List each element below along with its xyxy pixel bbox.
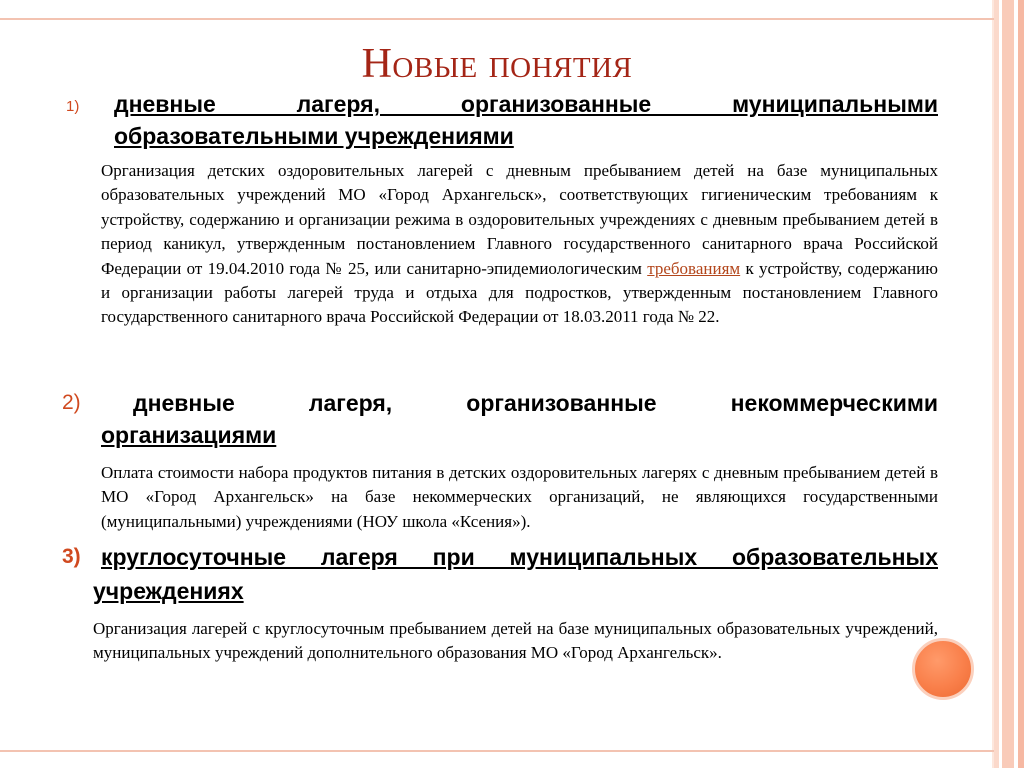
- item-1-heading-line1: дневные лагеря, организованные муниципальными: [114, 91, 938, 117]
- item-3-heading-line2: [93, 575, 938, 607]
- item-2-heading-line1: дневные лагеря, организованные некоммерческими: [133, 390, 938, 416]
- decor-stripe: [1002, 0, 1014, 768]
- item-2-heading-line2: [101, 419, 938, 451]
- item-1-description: [101, 159, 938, 330]
- decor-top-line: [0, 18, 994, 20]
- item-3-heading-line1-text: круглосуточные лагеря при муниципальных образовательных: [101, 544, 938, 570]
- decor-stripe: [1018, 0, 1024, 768]
- item-2-description: Оплата стоимости набора продуктов питания в детских оздоровительных лагерях с дневным пребыванием детей в МО «Город Архангельск» на базе некоммерческих организаций, не являющихся государственными (муниципальными) учреждениями (НОУ школа «Ксения»).: [101, 463, 938, 531]
- item-1-heading-line2: образовательными учреждениями: [114, 123, 514, 149]
- item-1-text-after-link: к устройству, содержанию и организации работы лагерей труда и отдыха для подростков, утвержденным постановлением Главного государственного санитарного врача Российской Федерации от 18.03.2011 года № 22.: [101, 258, 938, 327]
- item-3-description: Организация лагерей с круглосуточным пребыванием детей на базе муниципальных образовательных учреждений, муниципальных учреждений дополнительного образования МО «Город Архангельск».: [93, 619, 938, 663]
- item-2-number: 2): [62, 391, 81, 414]
- item-1-heading: [114, 88, 938, 152]
- item-1-text-before-link: Организация детских оздоровительных лагерей с дневным пребыванием детей на базе муниципальных образовательных учреждений МО «Город Архангельск», соответствующих гигиеническим требованиям к устройству, содержанию и организации режима в оздоровительных учреждениях с дневным пребыванием детей в период каникул, утвержденным постановлением Главного государственного санитарного врача Российской Федерации от 19.04.2010 года № 25, или санитарно-эпидемиологическим: [101, 161, 938, 278]
- decorative-circle: [912, 638, 974, 700]
- item-3-heading-line1: [101, 541, 938, 573]
- decor-bottom-line: [0, 750, 994, 752]
- slide-title: Новые понятия: [361, 41, 633, 87]
- item-3-number: 3): [62, 545, 81, 568]
- item-3-heading-line2-text: учреждениях: [93, 578, 244, 604]
- requirements-link[interactable]: требованиям: [647, 258, 741, 278]
- item-1-number: 1): [66, 98, 80, 115]
- item-2-heading-line2-text: организациями: [101, 422, 277, 448]
